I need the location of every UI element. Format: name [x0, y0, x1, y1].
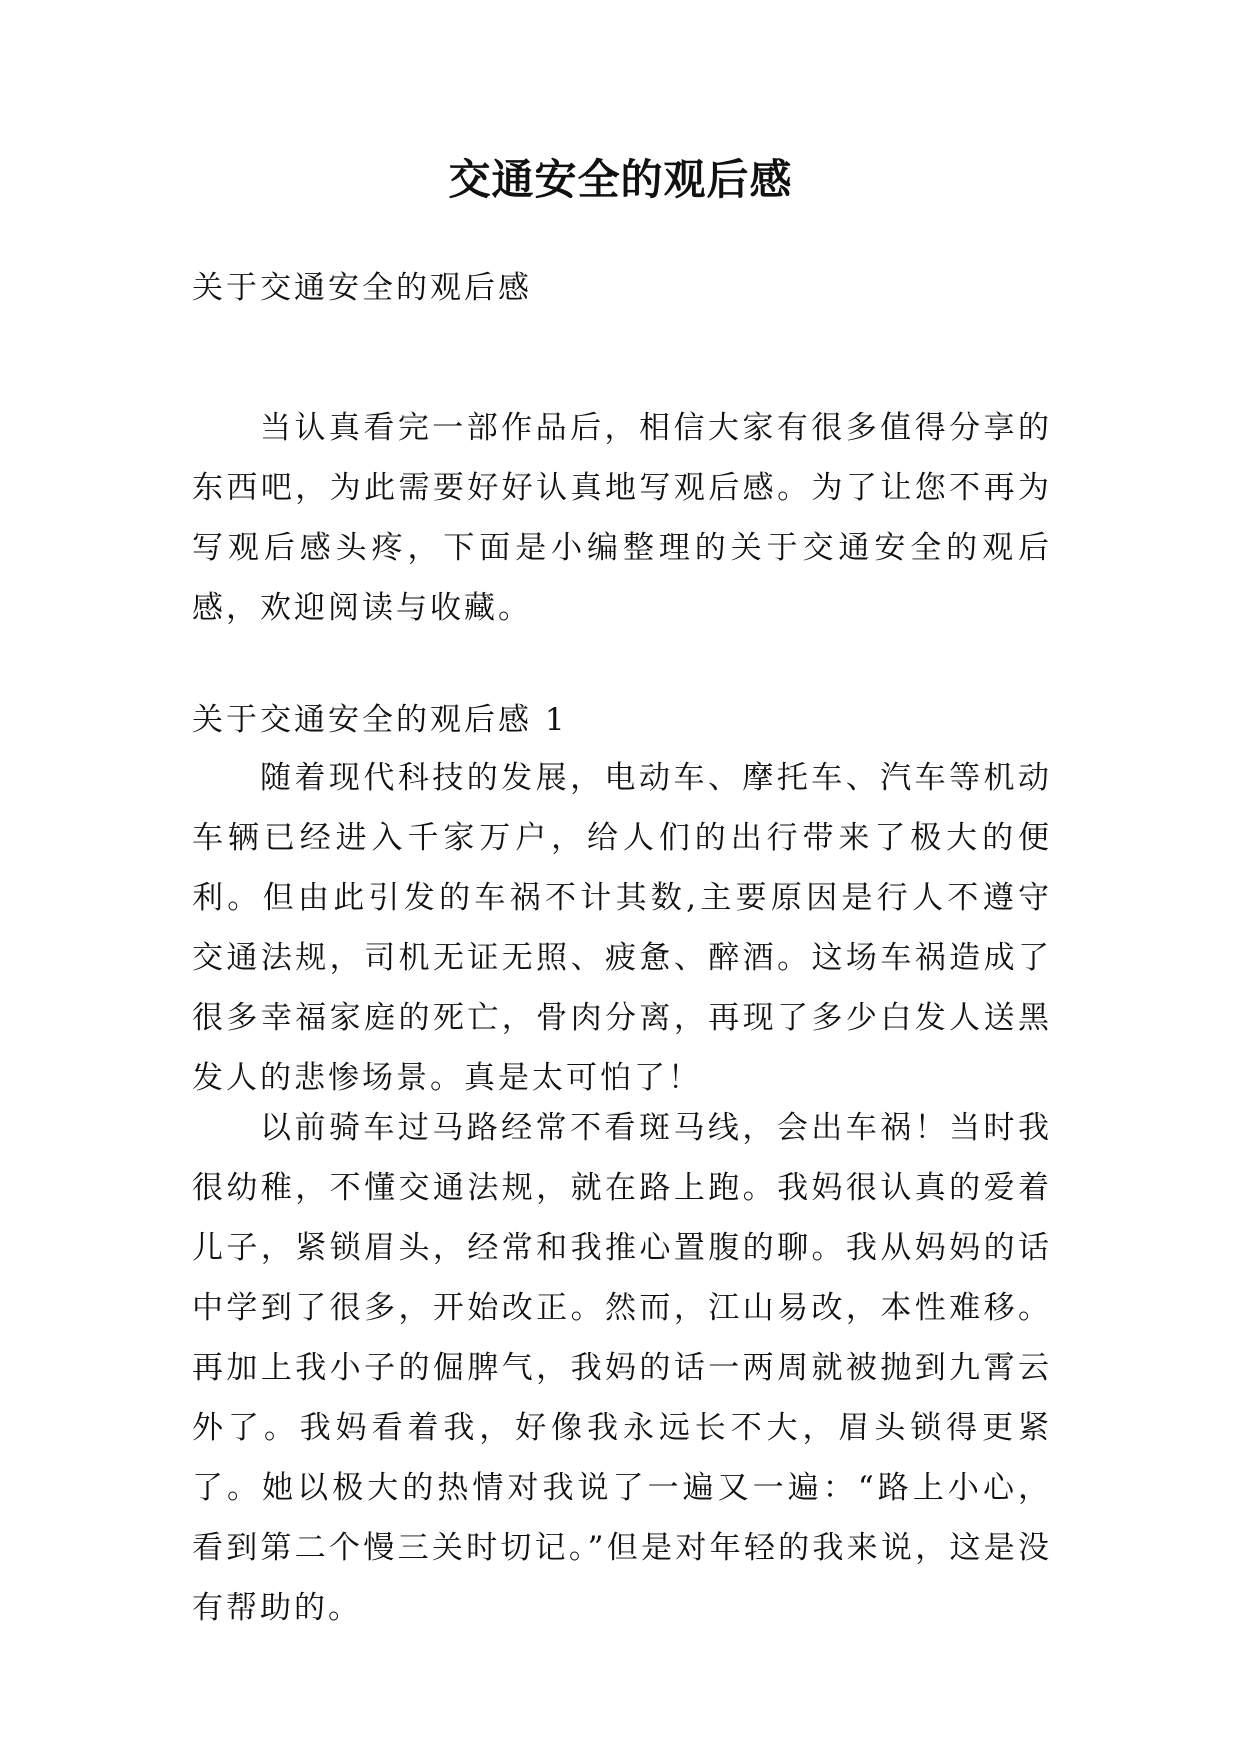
document-subtitle: 关于交通安全的观后感 [192, 270, 532, 306]
body-paragraph-1: 随着现代科技的发展，电动车、摩托车、汽车等机动车辆已经进入千家万户，给人们的出行带来了极大的便利。但由此引发的车祸不计其数,主要原因是行人不遵守交通法规，司机无证无照、疲惫、醉酒。这场车祸造成了很多幸福家庭的死亡，骨肉分离，再现了多少白发人送黑发人的悲惨场景。真是太可怕了！ [192, 760, 1052, 1096]
body-paragraph-2: 以前骑车过马路经常不看斑马线，会出车祸！当时我很幼稚，不懂交通法规，就在路上跑。我妈很认真的爱着儿子，紧锁眉头，经常和我推心置腹的聊。我从妈妈的话中学到了很多，开始改正。然而，江山易改，本性难移。再加上我小子的倔脾气，我妈的话一两周就被抛到九霄云外了。我妈看着我，好像我永远长不大，眉头锁得更紧了。她以极大的热情对我说了一遍又一遍：“路上小心，看到第二个慢三关时切记。”但是对年轻的我来说，这是没有帮助的。 [192, 1110, 1052, 1626]
section-heading: 关于交通安全的观后感 1 [192, 702, 568, 738]
document-title: 交通安全的观后感 [448, 155, 793, 204]
intro-paragraph: 当认真看完一部作品后，相信大家有很多值得分享的东西吧，为此需要好好认真地写观后感。为了让您不再为写观后感头疼，下面是小编整理的关于交通安全的观后感，欢迎阅读与收藏。 [192, 410, 1052, 626]
